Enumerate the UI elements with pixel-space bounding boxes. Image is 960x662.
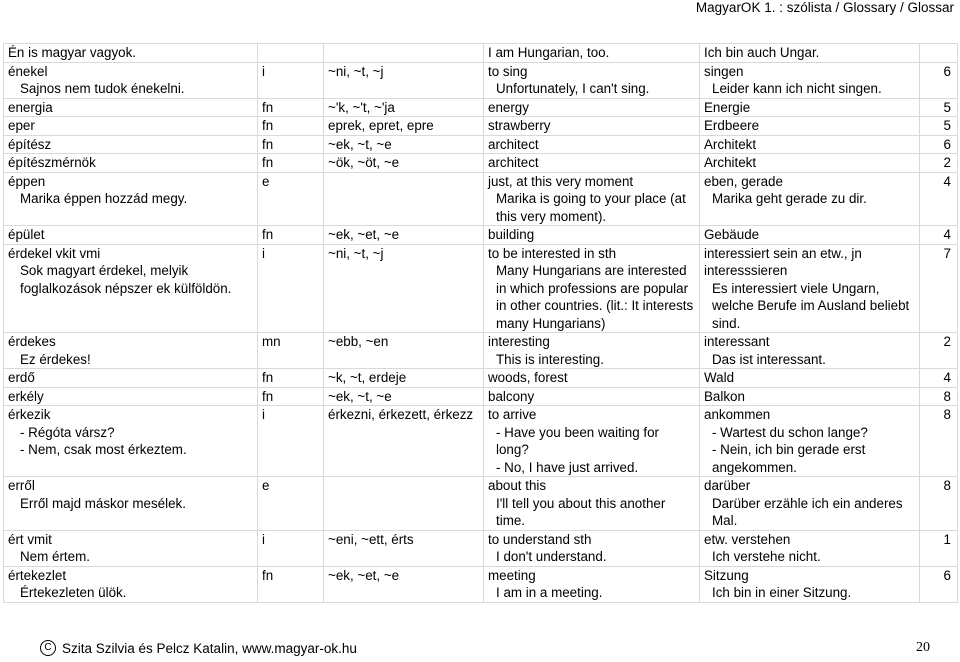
headword: értekezlet [8, 567, 67, 583]
english-example: Many Hungarians are interested in which professions are popular in other countries. (lit.: It interests many Hungarians) [496, 263, 697, 331]
headword: eper [8, 118, 35, 133]
german-translation: Architekt [704, 136, 757, 152]
glossary-table [3, 43, 958, 603]
german-translation: singen [704, 63, 744, 79]
german-example: - Wartest du schon lange? - Nein, ich bin gerade erst angekommen. [712, 424, 868, 475]
lesson-number-cell [920, 406, 958, 477]
part-of-speech-cell [258, 44, 324, 63]
german-translation-cell [700, 406, 920, 477]
table-row [4, 244, 958, 333]
table-row [4, 154, 958, 173]
english-translation: to arrive [488, 407, 537, 422]
part-of-speech: fn [262, 370, 274, 385]
english-translation: I am Hungarian, too. [488, 45, 610, 60]
german-translation: Balkon [704, 388, 745, 404]
lesson-number: 4 [943, 227, 951, 242]
table-row [4, 566, 958, 602]
word-forms: ~ebb, ~en [328, 334, 389, 349]
lesson-number-cell [920, 226, 958, 245]
english-translation-cell [484, 387, 700, 406]
word-forms-cell [324, 530, 484, 566]
english-translation-cell [484, 154, 700, 173]
lesson-number-cell [920, 369, 958, 388]
german-translation-cell [700, 333, 920, 369]
word-forms-cell [324, 154, 484, 173]
english-translation-cell [484, 530, 700, 566]
part-of-speech-cell [258, 530, 324, 566]
headword-example: Ez érdekes! [20, 351, 91, 367]
headword: épület [8, 227, 45, 242]
word-forms-cell [324, 566, 484, 602]
english-translation: building [488, 227, 535, 242]
word-forms: ~ek, ~et, ~e [328, 567, 400, 583]
headword: érdekes [8, 334, 56, 349]
headword-example: Erről majd máskor mesélek. [20, 495, 186, 511]
word-forms: ~'k, ~'t, ~'ja [328, 99, 395, 115]
word-forms-cell [324, 477, 484, 531]
english-example: I don't understand. [496, 549, 607, 564]
part-of-speech-cell [258, 387, 324, 406]
headword-cell [4, 566, 258, 602]
headword-cell [4, 369, 258, 388]
english-example: - Have you been waiting for long? - No, I have just arrived. [496, 424, 660, 475]
part-of-speech: i [262, 63, 265, 79]
part-of-speech: fn [262, 227, 274, 242]
part-of-speech: fn [262, 388, 274, 404]
table-row [4, 333, 958, 369]
headword-cell [4, 172, 258, 226]
word-forms: ~eni, ~ett, érts [328, 531, 414, 547]
english-translation: meeting [488, 567, 536, 583]
german-translation-cell [700, 244, 920, 333]
german-translation: Gebäude [704, 227, 760, 242]
english-example: This is interesting. [496, 351, 604, 367]
english-translation-cell [484, 98, 700, 117]
part-of-speech: fn [262, 118, 274, 133]
table-row [4, 387, 958, 406]
headword: éppen [8, 173, 46, 189]
headword-example: - Régóta vársz? - Nem, csak most érkeztem. [20, 424, 187, 457]
english-translation-cell [484, 172, 700, 226]
lesson-number: 6 [943, 567, 951, 583]
headword: erről [8, 478, 35, 493]
lesson-number: 5 [943, 118, 951, 133]
german-example: Ich verstehe nicht. [712, 549, 821, 564]
headword-cell [4, 387, 258, 406]
english-translation-cell [484, 244, 700, 333]
headword-cell [4, 154, 258, 173]
lesson-number-cell [920, 477, 958, 531]
german-translation: Ich bin auch Ungar. [704, 45, 820, 60]
german-translation: darüber [704, 478, 751, 493]
word-forms-cell [324, 369, 484, 388]
page-number: 20 [916, 640, 930, 655]
german-translation: Sitzung [704, 567, 749, 583]
part-of-speech-cell [258, 226, 324, 245]
german-example: Darüber erzähle ich ein anderes Mal. [712, 495, 907, 528]
word-forms: ~ek, ~et, ~e [328, 227, 400, 242]
lesson-number-cell [920, 135, 958, 154]
english-translation: about this [488, 478, 547, 493]
lesson-number: 8 [943, 388, 951, 404]
word-forms-cell [324, 117, 484, 136]
headword-cell [4, 44, 258, 63]
english-translation: to be interested in sth [488, 245, 617, 261]
lesson-number: 6 [943, 136, 951, 152]
lesson-number-cell [920, 244, 958, 333]
lesson-number: 6 [943, 63, 951, 79]
german-translation: Architekt [704, 155, 757, 170]
english-translation: architect [488, 155, 539, 170]
part-of-speech-cell [258, 566, 324, 602]
headword: építészmérnök [8, 155, 96, 170]
word-forms: érkezni, érkezett, érkezz [328, 407, 474, 422]
lesson-number-cell [920, 172, 958, 226]
headword-example: Sajnos nem tudok énekelni. [20, 81, 185, 96]
english-translation-cell [484, 226, 700, 245]
lesson-number-cell [920, 44, 958, 63]
english-example: Marika is going to your place (at this very moment). [496, 191, 690, 224]
headword-cell [4, 226, 258, 245]
german-translation: ankommen [704, 407, 771, 422]
english-translation-cell [484, 369, 700, 388]
english-example: I'll tell you about this another time. [496, 495, 670, 528]
footer [40, 640, 357, 656]
word-forms-cell [324, 98, 484, 117]
part-of-speech: e [262, 173, 270, 189]
lesson-number-cell [920, 530, 958, 566]
table-row [4, 172, 958, 226]
english-example: I am in a meeting. [496, 585, 603, 600]
lesson-number: 7 [943, 245, 951, 261]
table-row [4, 226, 958, 245]
english-translation-cell [484, 62, 700, 98]
part-of-speech: fn [262, 567, 274, 583]
word-forms: ~ek, ~t, ~e [328, 388, 392, 404]
headword-cell [4, 98, 258, 117]
german-translation-cell [700, 369, 920, 388]
table-row [4, 406, 958, 477]
word-forms-cell [324, 226, 484, 245]
part-of-speech: e [262, 478, 270, 493]
english-translation-cell [484, 333, 700, 369]
part-of-speech-cell [258, 135, 324, 154]
lesson-number: 8 [943, 407, 951, 422]
german-translation: etw. verstehen [704, 531, 791, 547]
german-translation: Wald [704, 370, 735, 385]
headword: építész [8, 136, 52, 152]
table-row [4, 369, 958, 388]
headword: ért vmit [8, 531, 52, 547]
footer-authors: Szita Szilvia és Pelcz Katalin, www.magyar-ok.hu [62, 640, 357, 656]
word-forms: ~k, ~t, erdeje [328, 370, 407, 385]
german-example: Das ist interessant. [712, 351, 826, 367]
word-forms: ~ni, ~t, ~j [328, 63, 384, 79]
table-row [4, 530, 958, 566]
part-of-speech-cell [258, 154, 324, 173]
german-translation-cell [700, 172, 920, 226]
headword: energia [8, 99, 53, 115]
word-forms-cell [324, 62, 484, 98]
english-translation: architect [488, 136, 539, 152]
word-forms: ~ni, ~t, ~j [328, 245, 384, 261]
english-translation: woods, forest [488, 370, 568, 385]
part-of-speech: fn [262, 155, 274, 170]
german-translation-cell [700, 530, 920, 566]
lesson-number-cell [920, 98, 958, 117]
english-translation: interesting [488, 334, 550, 349]
word-forms-cell [324, 244, 484, 333]
word-forms-cell [324, 387, 484, 406]
german-translation-cell [700, 98, 920, 117]
part-of-speech-cell [258, 244, 324, 333]
lesson-number-cell [920, 566, 958, 602]
table-row [4, 98, 958, 117]
lesson-number: 4 [943, 370, 951, 385]
word-forms-cell [324, 333, 484, 369]
part-of-speech: i [262, 531, 265, 547]
word-forms: ~ök, ~öt, ~e [328, 155, 400, 170]
german-translation: Energie [704, 99, 751, 115]
german-example: Es interessiert viele Ungarn, welche Berufe im Ausland beliebt sind. [712, 280, 913, 331]
part-of-speech: fn [262, 136, 274, 152]
lesson-number: 2 [943, 334, 951, 349]
headword: erdő [8, 370, 35, 385]
german-translation-cell [700, 477, 920, 531]
german-translation-cell [700, 154, 920, 173]
word-forms: eprek, epret, epre [328, 118, 434, 133]
word-forms-cell [324, 44, 484, 63]
page-header-title: MagyarOK 1. : szólista / Glossary / Glossar [695, 0, 954, 15]
lesson-number: 4 [943, 173, 951, 189]
part-of-speech: fn [262, 99, 274, 115]
headword: énekel [8, 63, 48, 79]
german-example: Marika geht gerade zu dir. [712, 191, 867, 206]
headword-cell [4, 135, 258, 154]
german-translation-cell [700, 135, 920, 154]
english-translation-cell [484, 117, 700, 136]
lesson-number-cell [920, 333, 958, 369]
lesson-number-cell [920, 154, 958, 173]
part-of-speech: mn [262, 334, 281, 349]
german-example: Leider kann ich nicht singen. [712, 81, 882, 96]
headword: erkély [8, 388, 44, 404]
part-of-speech: i [262, 407, 265, 422]
german-translation-cell [700, 226, 920, 245]
lesson-number: 1 [943, 531, 951, 547]
headword-cell [4, 117, 258, 136]
headword-cell [4, 477, 258, 531]
headword: Én is magyar vagyok. [8, 45, 137, 60]
german-translation: interessiert sein an etw., jn interesssieren [704, 245, 862, 278]
german-translation: Erdbeere [704, 118, 760, 133]
german-translation-cell [700, 566, 920, 602]
part-of-speech-cell [258, 62, 324, 98]
part-of-speech-cell [258, 98, 324, 117]
german-translation: eben, gerade [704, 173, 783, 189]
headword: érdekel vkit vmi [8, 245, 101, 261]
headword-cell [4, 333, 258, 369]
table-row [4, 44, 958, 63]
part-of-speech: i [262, 245, 265, 261]
english-translation: strawberry [488, 118, 551, 133]
headword-cell [4, 62, 258, 98]
german-translation-cell [700, 44, 920, 63]
german-translation-cell [700, 387, 920, 406]
table-row [4, 117, 958, 136]
headword-example: Nem értem. [20, 549, 90, 564]
headword-example: Marika éppen hozzád megy. [20, 191, 188, 206]
german-translation-cell [700, 62, 920, 98]
headword-cell [4, 530, 258, 566]
word-forms-cell [324, 406, 484, 477]
german-translation-cell [700, 117, 920, 136]
english-translation: energy [488, 99, 529, 115]
english-translation: just, at this very moment [488, 173, 634, 189]
word-forms-cell [324, 172, 484, 226]
english-translation-cell [484, 44, 700, 63]
english-example: Unfortunately, I can't sing. [496, 81, 650, 96]
lesson-number-cell [920, 387, 958, 406]
headword-example: Sok magyart érdekel, melyik foglalkozások népszer ek külföldön. [20, 263, 232, 296]
headword-example: Értekezleten ülök. [20, 585, 127, 600]
headword: érkezik [8, 407, 51, 422]
english-translation: to sing [488, 63, 528, 79]
part-of-speech-cell [258, 406, 324, 477]
copyright-icon: C [40, 640, 56, 656]
table-row [4, 477, 958, 531]
table-row [4, 62, 958, 98]
headword-cell [4, 244, 258, 333]
lesson-number-cell [920, 62, 958, 98]
english-translation-cell [484, 566, 700, 602]
word-forms-cell [324, 135, 484, 154]
english-translation-cell [484, 477, 700, 531]
german-translation: interessant [704, 334, 770, 349]
lesson-number-cell [920, 117, 958, 136]
headword-cell [4, 406, 258, 477]
english-translation: to understand sth [488, 531, 592, 547]
german-example: Ich bin in einer Sitzung. [712, 585, 852, 600]
english-translation: balcony [488, 388, 535, 404]
english-translation-cell [484, 406, 700, 477]
part-of-speech-cell [258, 369, 324, 388]
lesson-number: 8 [943, 478, 951, 493]
english-translation-cell [484, 135, 700, 154]
part-of-speech-cell [258, 117, 324, 136]
lesson-number: 5 [943, 99, 951, 115]
part-of-speech-cell [258, 477, 324, 531]
part-of-speech-cell [258, 172, 324, 226]
part-of-speech-cell [258, 333, 324, 369]
table-row [4, 135, 958, 154]
word-forms: ~ek, ~t, ~e [328, 136, 392, 152]
lesson-number: 2 [943, 155, 951, 170]
